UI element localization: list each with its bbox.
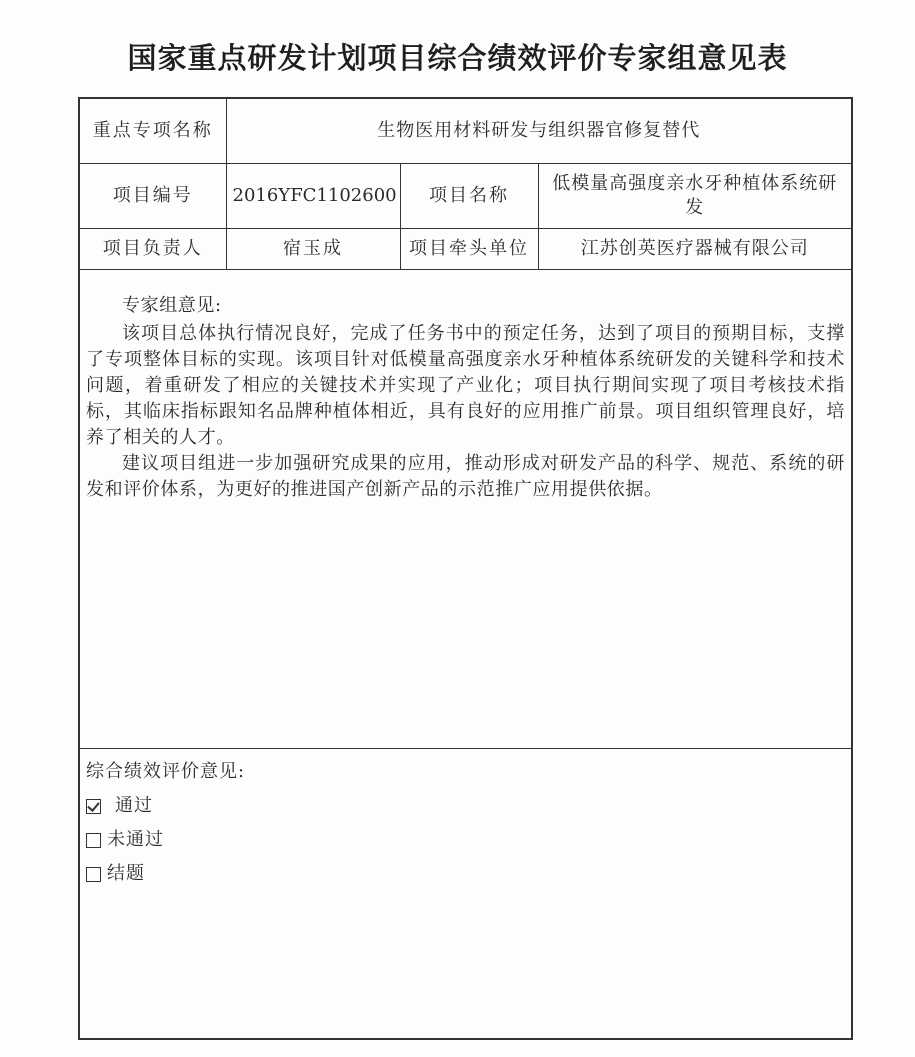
table-row [80, 99, 851, 163]
option-label: 未通过 [107, 829, 164, 850]
project-code-label: 项目编号 [80, 163, 226, 228]
option-pass[interactable] [86, 789, 845, 823]
option-label: 通过 [115, 795, 153, 816]
checkbox-icon[interactable] [86, 867, 101, 882]
checkbox-icon[interactable] [86, 833, 101, 848]
project-name-label: 项目名称 [400, 163, 538, 228]
expert-opinion-heading: 专家组意见: [122, 295, 222, 316]
table-row [80, 163, 851, 228]
expert-opinion-paragraph-2: 建议项目组进一步加强研究成果的应用，推动形成对研发产品的科学、规范、系统的研发和评价体系，为更好的推进国产创新产品的示范推广应用提供依据。 [86, 453, 845, 500]
project-code-value: 2016YFC1102600 [226, 163, 400, 228]
project-name-value: 低模量高强度亲水牙种植体系统研发 [538, 163, 851, 228]
evaluation-form [78, 97, 853, 1040]
leader-label: 项目负责人 [80, 228, 226, 269]
lead-unit-label: 项目牵头单位 [400, 228, 538, 269]
option-fail[interactable] [86, 823, 845, 857]
option-label: 结题 [107, 863, 145, 884]
evaluation-heading: 综合绩效评价意见: [86, 761, 246, 782]
table-row [80, 228, 851, 269]
project-info-table [80, 99, 851, 270]
special-project-value: 生物医用材料研发与组织器官修复替代 [226, 99, 851, 163]
document-title: 国家重点研发计划项目综合绩效评价专家组意见表 [127, 41, 788, 75]
checkbox-checked-icon[interactable] [86, 799, 101, 814]
special-project-label: 重点专项名称 [80, 99, 226, 163]
expert-opinion-paragraph-1: 该项目总体执行情况良好，完成了任务书中的预定任务，达到了项目的预期目标，支撑了专项整体目标的实现。该项目针对低模量高强度亲水牙种植体系统研发的关键科学和技术问题，着重研发了相应的关键技术并实现了产业化；项目执行期间实现了项目考核技术指标，其临床指标跟知名品牌种植体相近，具有良好的应用推广前景。项目组织管理良好，培养了相关的人才。 [86, 323, 845, 448]
lead-unit-value: 江苏创英医疗器械有限公司 [538, 228, 851, 269]
option-conclude[interactable] [86, 857, 845, 891]
evaluation-section [80, 749, 851, 891]
expert-opinion-section [80, 271, 851, 749]
leader-value: 宿玉成 [226, 228, 400, 269]
